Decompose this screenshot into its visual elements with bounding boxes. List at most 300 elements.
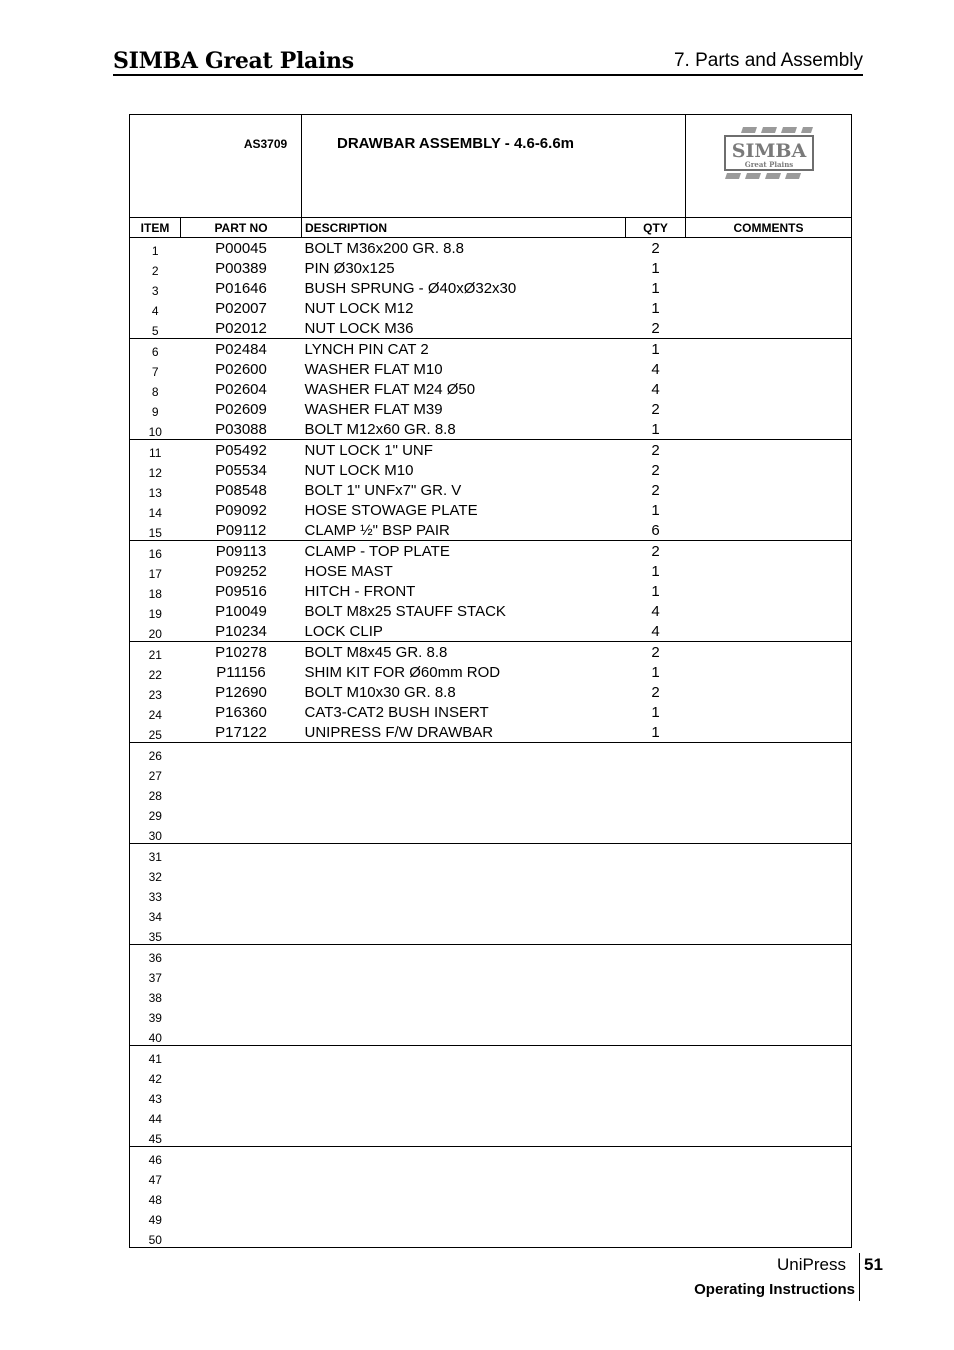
item-number-cell: 37 (130, 965, 181, 985)
table-row (130, 1207, 852, 1227)
quantity-cell: 1 (651, 582, 660, 600)
comments-cell (686, 278, 852, 298)
table-row (130, 1227, 852, 1248)
table-row (130, 1187, 852, 1207)
comments-cell (686, 702, 852, 722)
description-cell: HOSE MAST (304, 562, 393, 580)
table-row (130, 642, 852, 663)
quantity-cell (626, 743, 686, 764)
description-cell: BOLT M36x200 GR. 8.8 (304, 239, 465, 257)
part-number-cell (181, 1025, 302, 1046)
part-number-cell: P09092 (215, 501, 267, 519)
column-header-part-no: PART NO (181, 218, 302, 238)
part-number-cell (181, 924, 302, 945)
item-number-cell: 24 (130, 702, 181, 722)
logo-text: SIMBA (731, 140, 806, 162)
item-number-cell: 29 (130, 803, 181, 823)
table-row (130, 561, 852, 581)
table-row (130, 460, 852, 480)
table-row (130, 1167, 852, 1187)
comments-cell (686, 379, 852, 399)
item-number-cell: 10 (130, 419, 181, 440)
quantity-cell (626, 904, 686, 924)
table-row (130, 621, 852, 642)
description-cell (302, 783, 626, 803)
comments-cell (686, 581, 852, 601)
table-row (130, 1106, 852, 1126)
item-number-cell: 17 (130, 561, 181, 581)
part-number-cell: P17122 (181, 722, 302, 743)
assembly-title: DRAWBAR ASSEMBLY - 4.6-6.6m (302, 115, 686, 218)
quantity-cell: 1 (626, 722, 686, 743)
item-number-cell: 7 (130, 359, 181, 379)
comments-cell (686, 884, 852, 904)
comments-cell (686, 1126, 852, 1147)
comments-cell (686, 500, 852, 520)
item-number-cell: 28 (130, 783, 181, 803)
footer-divider (859, 1253, 860, 1301)
quantity-cell (626, 985, 686, 1005)
quantity-cell: 1 (651, 299, 660, 317)
part-number-cell (181, 783, 302, 803)
item-number-cell: 11 (130, 440, 181, 461)
part-number-cell: P09252 (215, 562, 267, 580)
item-number-cell: 45 (130, 1126, 181, 1147)
item-number-cell: 19 (130, 601, 181, 621)
part-number-cell: P02604 (215, 380, 267, 398)
description-cell: CLAMP ½" BSP PAIR (302, 520, 626, 541)
table-row (130, 419, 852, 440)
comments-cell (686, 1207, 852, 1227)
item-number-cell: 48 (130, 1187, 181, 1207)
part-number-cell: P12690 (215, 683, 267, 701)
quantity-cell (626, 823, 686, 844)
description-cell (302, 1046, 626, 1067)
comments-cell (686, 924, 852, 945)
comments-cell (686, 318, 852, 339)
part-number-cell: P02012 (181, 318, 302, 339)
quantity-cell: 1 (651, 259, 660, 277)
part-number-cell (181, 803, 302, 823)
item-number-cell: 15 (130, 520, 181, 541)
part-number-cell: P05492 (215, 441, 267, 459)
table-row (130, 965, 852, 985)
quantity-cell: 1 (651, 562, 660, 580)
assembly-header-row (130, 115, 852, 218)
item-number-cell: 50 (130, 1227, 181, 1248)
description-cell (302, 743, 626, 764)
item-number-cell: 26 (130, 743, 181, 764)
table-row (130, 541, 852, 562)
simba-logo-icon (723, 125, 815, 181)
quantity-cell (626, 1005, 686, 1025)
description-cell (302, 1227, 626, 1248)
part-number-cell (181, 945, 302, 966)
item-number-cell: 9 (130, 399, 181, 419)
description-cell (302, 1126, 626, 1147)
quantity-cell (626, 1046, 686, 1067)
table-row (130, 1147, 852, 1168)
item-number-cell: 44 (130, 1106, 181, 1126)
quantity-cell (626, 1025, 686, 1046)
description-cell (302, 884, 626, 904)
comments-cell (686, 945, 852, 966)
table-row (130, 662, 852, 682)
part-number-cell (181, 904, 302, 924)
description-cell: UNIPRESS F/W DRAWBAR (302, 722, 626, 743)
part-number-cell: P08548 (215, 481, 267, 499)
comments-cell (686, 803, 852, 823)
footer-product-name: UniPress (777, 1255, 846, 1274)
item-number-cell: 38 (130, 985, 181, 1005)
table-row (130, 581, 852, 601)
quantity-cell (626, 803, 686, 823)
part-number-cell (181, 844, 302, 865)
description-cell: WASHER FLAT M24 Ø50 (304, 380, 476, 398)
quantity-cell (626, 1207, 686, 1227)
description-cell (302, 945, 626, 966)
part-number-cell (181, 985, 302, 1005)
comments-cell (686, 621, 852, 642)
table-row (130, 318, 852, 339)
comments-cell (686, 298, 852, 318)
description-cell: HITCH - FRONT (304, 582, 416, 600)
table-row (130, 440, 852, 461)
part-number-cell (181, 823, 302, 844)
item-number-cell: 5 (130, 318, 181, 339)
comments-cell (686, 864, 852, 884)
comments-cell (686, 985, 852, 1005)
description-cell (302, 864, 626, 884)
quantity-cell (626, 884, 686, 904)
part-number-cell: P00045 (215, 239, 267, 257)
table-row (130, 945, 852, 966)
table-row (130, 803, 852, 823)
comments-cell (686, 904, 852, 924)
description-cell (302, 1106, 626, 1126)
item-number-cell: 39 (130, 1005, 181, 1025)
quantity-cell (626, 1187, 686, 1207)
item-number-cell: 31 (130, 844, 181, 865)
quantity-cell (626, 1147, 686, 1168)
comments-cell (686, 520, 852, 541)
item-number-cell: 22 (130, 662, 181, 682)
part-number-cell: P05534 (215, 461, 267, 479)
table-row (130, 884, 852, 904)
column-header-description: DESCRIPTION (302, 218, 626, 238)
part-number-cell: P09112 (181, 520, 302, 541)
comments-cell (686, 258, 852, 278)
quantity-cell (626, 1167, 686, 1187)
table-row (130, 359, 852, 379)
item-number-cell: 21 (130, 642, 181, 663)
comments-cell (686, 440, 852, 461)
part-number-cell (181, 1126, 302, 1147)
quantity-cell: 6 (626, 520, 686, 541)
comments-cell (686, 1167, 852, 1187)
item-number-cell: 20 (130, 621, 181, 642)
part-number-cell: P00389 (215, 259, 267, 277)
table-row (130, 864, 852, 884)
part-number-cell (181, 1207, 302, 1227)
parts-table (129, 114, 852, 1248)
table-row (130, 763, 852, 783)
table-row (130, 520, 852, 541)
table-row (130, 985, 852, 1005)
description-cell (302, 763, 626, 783)
quantity-cell (626, 783, 686, 803)
part-number-cell (181, 884, 302, 904)
part-number-cell (181, 763, 302, 783)
item-number-cell: 14 (130, 500, 181, 520)
column-header-qty: QTY (626, 218, 686, 238)
table-row (130, 480, 852, 500)
column-header-item: ITEM (130, 218, 181, 238)
quantity-cell: 2 (651, 461, 660, 479)
description-cell: SHIM KIT FOR Ø60mm ROD (304, 663, 501, 681)
quantity-cell (626, 1086, 686, 1106)
table-row (130, 298, 852, 318)
table-row (130, 601, 852, 621)
comments-cell (686, 1005, 852, 1025)
quantity-cell (626, 924, 686, 945)
description-cell (302, 1187, 626, 1207)
part-number-cell (181, 743, 302, 764)
item-number-cell: 49 (130, 1207, 181, 1227)
comments-cell (686, 1086, 852, 1106)
description-cell: NUT LOCK M10 (304, 461, 414, 479)
item-number-cell: 36 (130, 945, 181, 966)
description-cell: HOSE STOWAGE PLATE (304, 501, 478, 519)
table-row (130, 924, 852, 945)
part-number-cell (181, 1086, 302, 1106)
quantity-cell: 2 (651, 481, 660, 499)
item-number-cell: 8 (130, 379, 181, 399)
table-row (130, 399, 852, 419)
item-number-cell: 30 (130, 823, 181, 844)
assembly-number: AS3709 (130, 115, 302, 218)
part-number-cell: P03088 (181, 419, 302, 440)
comments-cell (686, 965, 852, 985)
item-number-cell: 13 (130, 480, 181, 500)
table-row (130, 823, 852, 844)
logo-subtext: Great Plains (744, 160, 793, 169)
comments-cell (686, 1147, 852, 1168)
comments-cell (686, 1046, 852, 1067)
table-row (130, 743, 852, 764)
description-cell (302, 1025, 626, 1046)
section-title: 7. Parts and Assembly (673, 50, 863, 71)
part-number-cell (181, 1046, 302, 1067)
part-number-cell: P02600 (215, 360, 267, 378)
part-number-cell (181, 1005, 302, 1025)
item-number-cell: 34 (130, 904, 181, 924)
item-number-cell: 1 (130, 238, 181, 259)
description-cell: BOLT M10x30 GR. 8.8 (304, 683, 456, 701)
quantity-cell: 2 (651, 400, 660, 418)
part-number-cell (181, 1167, 302, 1187)
table-row (130, 1005, 852, 1025)
comments-cell (686, 823, 852, 844)
item-number-cell: 16 (130, 541, 181, 562)
description-cell (302, 965, 626, 985)
comments-cell (686, 1106, 852, 1126)
item-number-cell: 33 (130, 884, 181, 904)
table-row (130, 1066, 852, 1086)
comments-cell (686, 682, 852, 702)
comments-cell (686, 480, 852, 500)
table-row (130, 904, 852, 924)
quantity-cell (626, 1227, 686, 1248)
quantity-cell: 4 (651, 380, 660, 398)
table-row (130, 258, 852, 278)
quantity-cell (626, 844, 686, 865)
description-cell (302, 1086, 626, 1106)
part-number-cell (181, 864, 302, 884)
quantity-cell: 2 (651, 239, 660, 257)
description-cell: NUT LOCK M12 (304, 299, 414, 317)
quantity-cell: 2 (651, 643, 660, 661)
description-cell: LOCK CLIP (302, 621, 626, 642)
description-cell: BOLT M8x25 STAUFF STACK (304, 602, 506, 620)
comments-cell (686, 1025, 852, 1046)
quantity-cell: 2 (651, 542, 660, 560)
table-row (130, 500, 852, 520)
item-number-cell: 40 (130, 1025, 181, 1046)
table-row (130, 1025, 852, 1046)
item-number-cell: 12 (130, 460, 181, 480)
part-number-cell (181, 1187, 302, 1207)
description-cell: BOLT M12x60 GR. 8.8 (302, 419, 626, 440)
part-number-cell (181, 1106, 302, 1126)
item-number-cell: 25 (130, 722, 181, 743)
comments-cell (686, 339, 852, 360)
part-number-cell: P16360 (215, 703, 267, 721)
part-number-cell: P02484 (215, 340, 267, 358)
description-cell (302, 1167, 626, 1187)
table-row (130, 1126, 852, 1147)
part-number-cell (181, 1066, 302, 1086)
quantity-cell (626, 965, 686, 985)
table-row (130, 278, 852, 298)
part-number-cell: P02609 (215, 400, 267, 418)
comments-cell (686, 1227, 852, 1248)
part-number-cell: P10234 (181, 621, 302, 642)
quantity-cell: 1 (651, 703, 660, 721)
comments-cell (686, 541, 852, 562)
description-cell: WASHER FLAT M39 (304, 400, 443, 418)
part-number-cell (181, 1227, 302, 1248)
parts-table-body (130, 238, 852, 1248)
item-number-cell: 2 (130, 258, 181, 278)
quantity-cell (626, 1066, 686, 1086)
quantity-cell: 4 (626, 621, 686, 642)
table-row (130, 1086, 852, 1106)
part-number-cell: P09516 (215, 582, 267, 600)
logo-cell (686, 115, 852, 218)
quantity-cell: 1 (651, 501, 660, 519)
description-cell: BOLT M8x45 GR. 8.8 (304, 643, 448, 661)
item-number-cell: 42 (130, 1066, 181, 1086)
item-number-cell: 18 (130, 581, 181, 601)
item-number-cell: 41 (130, 1046, 181, 1067)
comments-cell (686, 238, 852, 259)
description-cell (302, 1005, 626, 1025)
comments-cell (686, 399, 852, 419)
description-cell (302, 803, 626, 823)
description-cell: BOLT 1" UNFx7" GR. V (304, 481, 462, 499)
part-number-cell: P11156 (216, 663, 266, 681)
quantity-cell (626, 864, 686, 884)
quantity-cell (626, 945, 686, 966)
quantity-cell: 2 (651, 683, 660, 701)
quantity-cell: 1 (651, 279, 660, 297)
item-number-cell: 32 (130, 864, 181, 884)
description-cell: NUT LOCK M36 (302, 318, 626, 339)
quantity-cell: 4 (651, 360, 660, 378)
item-number-cell: 47 (130, 1167, 181, 1187)
description-cell (302, 985, 626, 1005)
table-row (130, 238, 852, 259)
table-row (130, 702, 852, 722)
comments-cell (686, 419, 852, 440)
description-cell (302, 844, 626, 865)
item-number-cell: 6 (130, 339, 181, 360)
part-number-cell: P10278 (215, 643, 267, 661)
table-row (130, 379, 852, 399)
quantity-cell: 1 (651, 340, 660, 358)
brand-title: SIMBA Great Plains (113, 48, 354, 74)
table-row (130, 783, 852, 803)
table-row (130, 1046, 852, 1067)
description-cell (302, 1147, 626, 1168)
item-number-cell: 43 (130, 1086, 181, 1106)
quantity-cell (626, 1126, 686, 1147)
description-cell: CAT3-CAT2 BUSH INSERT (304, 703, 489, 721)
table-row (130, 722, 852, 743)
table-row (130, 682, 852, 702)
comments-cell (686, 844, 852, 865)
comments-cell (686, 561, 852, 581)
table-row (130, 844, 852, 865)
part-number-cell (181, 965, 302, 985)
comments-cell (686, 601, 852, 621)
description-cell: WASHER FLAT M10 (304, 360, 443, 378)
comments-cell (686, 1187, 852, 1207)
comments-cell (686, 1066, 852, 1086)
description-cell (302, 1066, 626, 1086)
column-header-comments: COMMENTS (686, 218, 852, 238)
item-number-cell: 46 (130, 1147, 181, 1168)
comments-cell (686, 359, 852, 379)
part-number-cell: P09113 (215, 542, 267, 560)
description-cell (302, 924, 626, 945)
comments-cell (686, 783, 852, 803)
comments-cell (686, 743, 852, 764)
quantity-cell: 2 (626, 318, 686, 339)
table-row (130, 339, 852, 360)
description-cell: CLAMP - TOP PLATE (304, 542, 450, 560)
comments-cell (686, 763, 852, 783)
description-cell: PIN Ø30x125 (304, 259, 395, 277)
item-number-cell: 35 (130, 924, 181, 945)
quantity-cell (626, 763, 686, 783)
item-number-cell: 27 (130, 763, 181, 783)
quantity-cell: 2 (651, 441, 660, 459)
description-cell: LYNCH PIN CAT 2 (304, 340, 429, 358)
quantity-cell: 1 (651, 663, 660, 681)
part-number-cell: P10049 (215, 602, 267, 620)
